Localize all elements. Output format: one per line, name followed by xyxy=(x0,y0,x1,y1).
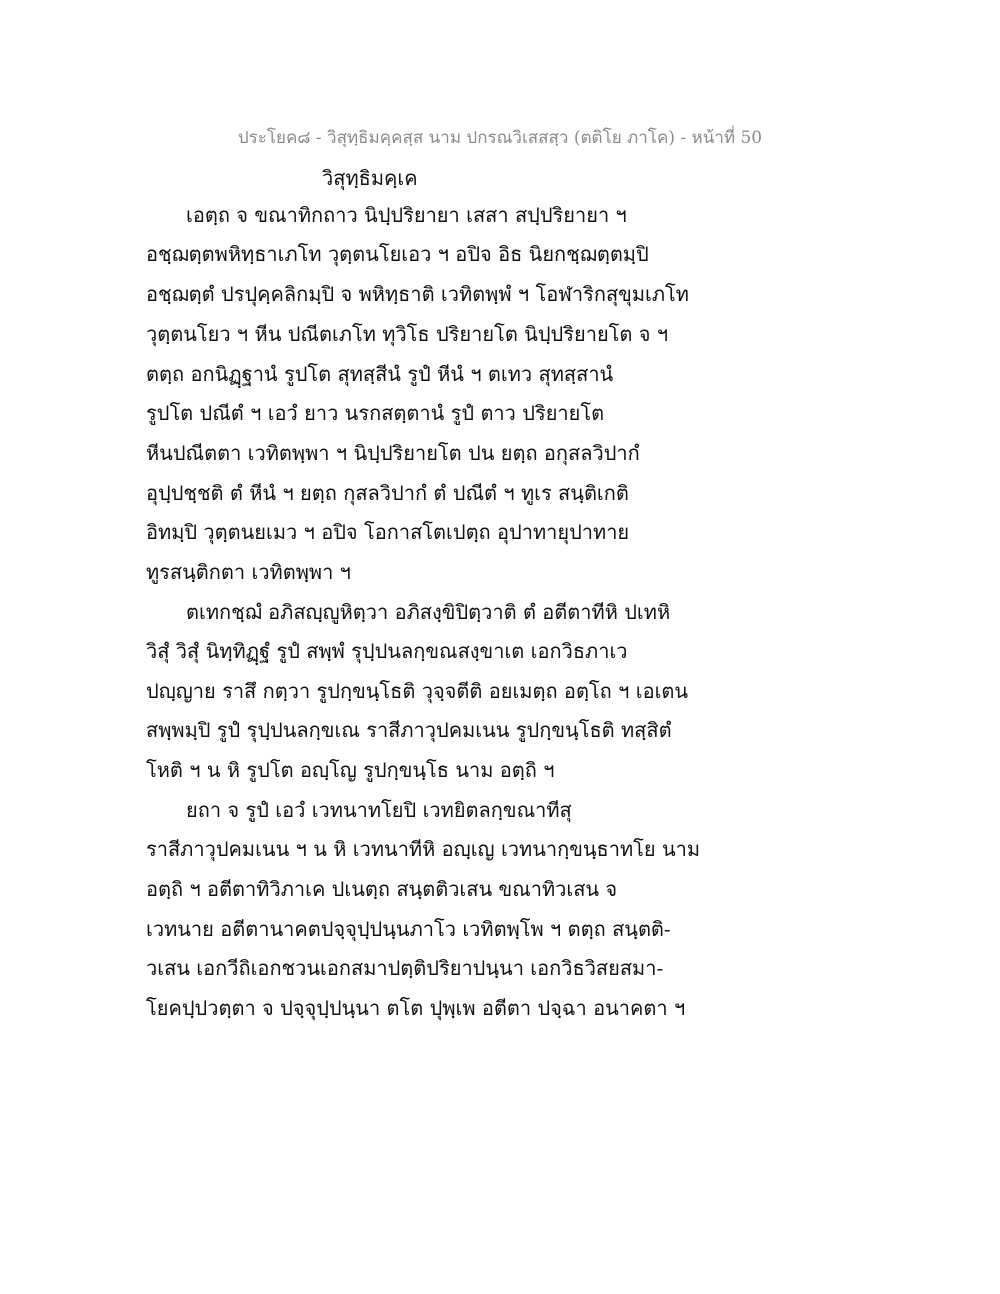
section-title: วิสุทฺธิมคฺเค xyxy=(322,166,418,190)
text-line: โหติ ฯ น หิ รูปโต อญฺโญ รูปกฺขนฺโธ นาม อตฺถิ ฯ xyxy=(146,758,555,782)
text-line: รูปโต ปณีตํ ฯ เอวํ ยาว นรกสตฺตานํ รูปํ ตาว ปริยายโต xyxy=(146,401,605,425)
running-header: ประโยค๘ - วิสุทฺธิมคฺคสฺส นาม ปกรณวิเสสสฺว (ตติโย ภาโค) - หน้าที่ 50 xyxy=(237,128,763,148)
text-line: อตฺถิ ฯ อตีตาทิวิภาเค ปเนตฺถ สนฺตติวเสน ขณาทิวเสน จ xyxy=(146,877,618,901)
text-line: วิสุํ วิสุํ นิทฺทิฏฺฐํ รูปํ สพฺพํ รุปฺปนลกฺขณสงฺขาเต เอกวิธภาเว xyxy=(146,639,628,663)
text-line: วเสน เอกวีถิเอกชวนเอกสมาปตฺติปริยาปนฺนา เอกวิธวิสยสมา- xyxy=(146,956,664,980)
text-line: ตตฺถ อกนิฏฺฐานํ รูปโต สุทสฺสีนํ รูปํ หีนํ ฯ ตเทว สุทสฺสานํ xyxy=(146,362,614,386)
text-line: ราสีภาวุปคมเนน ฯ น หิ เวทนาทีหิ อญฺเญ เวทนากฺขนฺธาทโย นาม xyxy=(146,837,701,861)
text-line: หีนปณีตตา เวทิตพฺพา ฯ นิปฺปริยายโต ปน ยตฺถ อกุสลวิปากํ xyxy=(146,441,640,465)
text-line: สพฺพมฺปิ รูปํ รุปฺปนลกฺขเณ ราสีภาวุปคมเนน รูปกฺขนฺโธติ ทสฺสิตํ xyxy=(146,718,672,742)
text-line: ตเทกชฺฌํ อภิสญฺญูหิตฺวา อภิสงฺขิปิตฺวาติ ตํ อตีตาทีหิ ปเทหิ xyxy=(186,600,671,624)
text-line: เอตฺถ จ ขณาทิกถาว นิปฺปริยายา เสสา สปฺปริยายา ฯ xyxy=(186,203,627,227)
text-line: อชฺฌตฺตํ ปรปุคฺคลิกมฺปิ จ พหิทฺธาติ เวทิตพฺพํ ฯ โอฬาริกสุขุมเภโท xyxy=(146,282,689,306)
text-line: ทูรสนฺติกตา เวทิตพฺพา ฯ xyxy=(146,560,351,584)
text-line: ยถา จ รูปํ เอวํ เวทนาทโยปิ เวทยิตลกฺขณาทีสุ xyxy=(186,798,572,822)
text-line: อุปฺปชฺชติ ตํ หีนํ ฯ ยตฺถ กุสลวิปากํ ตํ ปณีตํ ฯ ทูเร สนฺติเกติ xyxy=(146,481,629,505)
text-line: เวทนาย อตีตานาคตปจฺจุปฺปนฺนภาโว เวทิตพฺโพ ฯ ตตฺถ สนฺตติ- xyxy=(146,917,671,941)
text-line: อชฺฌตฺตพหิทฺธาเภโท วุตฺตนโยเอว ฯ อปิจ อิธ นิยกชฺฌตฺตมฺปิ xyxy=(146,242,649,266)
text-line: อิทมฺปิ วุตฺตนยเมว ฯ อปิจ โอกาสโตเปตฺถ อุปาทายุปาทาย xyxy=(146,520,630,544)
text-line: วุตฺตนโยว ฯ หีน ปณีตเภโท ทุวิโธ ปริยายโต นิปฺปริยายโต จ ฯ xyxy=(146,322,669,346)
text-line: โยคปฺปวตฺตา จ ปจฺจุปฺปนฺนา ตโต ปุพฺเพ อตีตา ปจฺฉา อนาคตา ฯ xyxy=(146,996,686,1020)
text-line: ปญฺญาย ราสึ กตฺวา รูปกฺขนฺโธติ วุจฺจตีติ อยเมตฺถ อตฺโถ ฯ เอเตน xyxy=(146,679,689,703)
